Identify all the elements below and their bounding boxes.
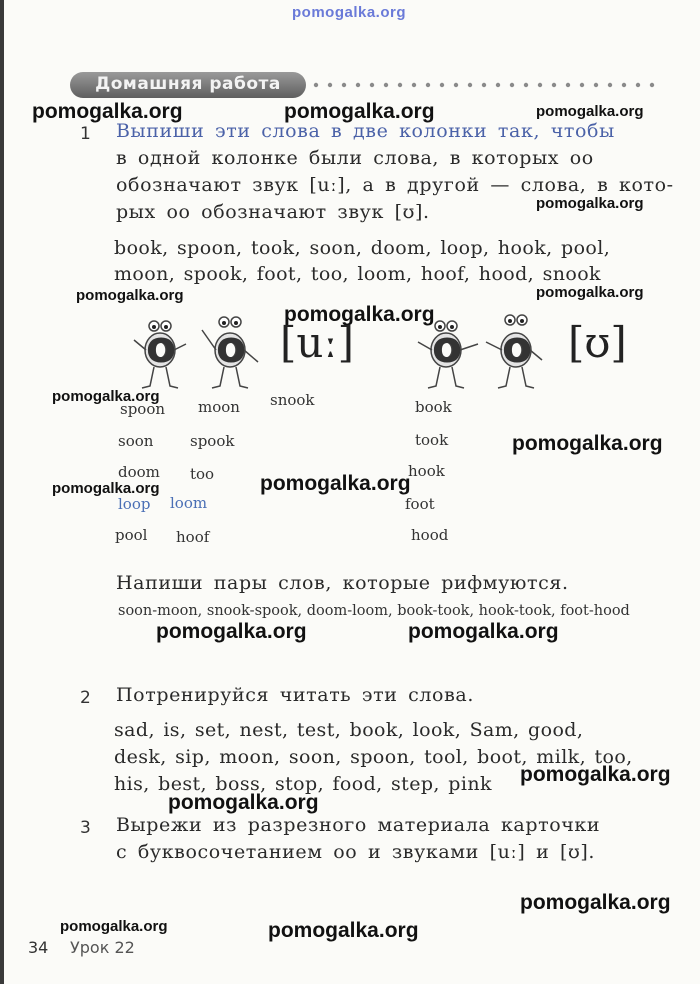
watermark: pomogalka.org: [168, 791, 319, 814]
mascot-letter: o: [432, 322, 463, 373]
exercise-3-line: с буквосочетанием оо и звуками [uː] и [ʊ].: [116, 841, 596, 863]
mascot-letter: o: [502, 322, 533, 373]
answer-word: pool: [115, 526, 148, 544]
page-number: 34: [28, 938, 49, 957]
answer-word: took: [415, 431, 449, 449]
watermark: pomogalka.org: [536, 284, 644, 301]
watermark-top: pomogalka.org: [292, 4, 407, 21]
watermark: pomogalka.org: [536, 103, 644, 120]
exercise-1-number: 1: [80, 124, 91, 144]
exercise-2-words: desk, sip, moon, soon, spoon, tool, boot, milk, too,: [114, 746, 633, 768]
watermark: pomogalka.org: [520, 763, 671, 786]
answer-word: too: [190, 465, 215, 483]
answer-word: hood: [411, 526, 449, 544]
watermark: pomogalka.org: [408, 620, 559, 643]
exercise-1-line: обозначают звук [uː], а в другой — слова, в кото-: [116, 174, 674, 196]
homework-banner: [70, 72, 306, 98]
exercise-1-words: book, spoon, took, soon, doom, loop, hook, pool,: [114, 237, 611, 259]
exercise-2-number: 2: [80, 688, 91, 708]
watermark: pomogalka.org: [284, 100, 435, 123]
mascot-letter: o: [146, 322, 177, 373]
rhymes-answer: soon-moon, snook-spook, doom-loom, book-took, hook-took, foot-hood: [118, 603, 630, 619]
watermark: pomogalka.org: [536, 195, 644, 212]
exercise-2-words: sad, is, set, nest, test, book, look, Sam, good,: [114, 719, 584, 741]
answer-word: loom: [170, 494, 208, 512]
answer-word: book: [415, 398, 452, 416]
exercise-2-title: Потренируйся читать эти слова.: [116, 684, 474, 706]
sound-long-u: [uː]: [280, 318, 354, 367]
watermark: pomogalka.org: [156, 620, 307, 643]
watermark: pomogalka.org: [52, 480, 160, 497]
dotted-rule: [312, 77, 662, 93]
answer-word: hook: [408, 462, 445, 480]
exercise-3-line: Вырежи из разрезного материала карточки: [116, 814, 601, 836]
sound-short-u: [ʊ]: [568, 318, 627, 367]
answer-word: soon: [118, 432, 154, 450]
watermark: pomogalka.org: [268, 919, 419, 942]
answer-word: foot: [405, 495, 435, 513]
rhymes-prompt: Напиши пары слов, которые рифмуются.: [116, 572, 569, 594]
answer-word: moon: [198, 398, 240, 416]
watermark: pomogalka.org: [520, 891, 671, 914]
mascot-letter: o: [216, 322, 247, 373]
lesson-label: Урок 22: [70, 938, 135, 957]
answer-word: hoof: [176, 528, 210, 546]
answer-word: doom: [118, 463, 160, 481]
answer-word: loop: [118, 495, 151, 513]
answer-word: snook: [270, 391, 315, 409]
exercise-1-line: Выпиши эти слова в две колонки так, чтобы: [116, 120, 615, 142]
watermark: pomogalka.org: [76, 287, 184, 304]
exercise-2-words: his, best, boss, stop, food, step, pink: [114, 773, 492, 795]
watermark: pomogalka.org: [52, 388, 160, 405]
page-edge: [0, 0, 4, 984]
watermark: pomogalka.org: [284, 303, 435, 326]
exercise-1-line: в одной колонке были слова, в которых оо: [116, 147, 594, 169]
banner-title: Домашняя работа: [95, 74, 281, 94]
watermark: pomogalka.org: [512, 432, 663, 455]
answer-word: spoon: [120, 400, 166, 418]
watermark: pomogalka.org: [260, 472, 411, 495]
watermark: pomogalka.org: [32, 100, 183, 123]
exercise-1-line: рых оо обозначают звук [ʊ].: [116, 201, 430, 223]
exercise-1-words: moon, spook, foot, too, loom, hoof, hood, snook: [114, 263, 601, 285]
answer-word: spook: [190, 432, 235, 450]
watermark: pomogalka.org: [60, 918, 168, 935]
exercise-3-number: 3: [80, 818, 91, 838]
